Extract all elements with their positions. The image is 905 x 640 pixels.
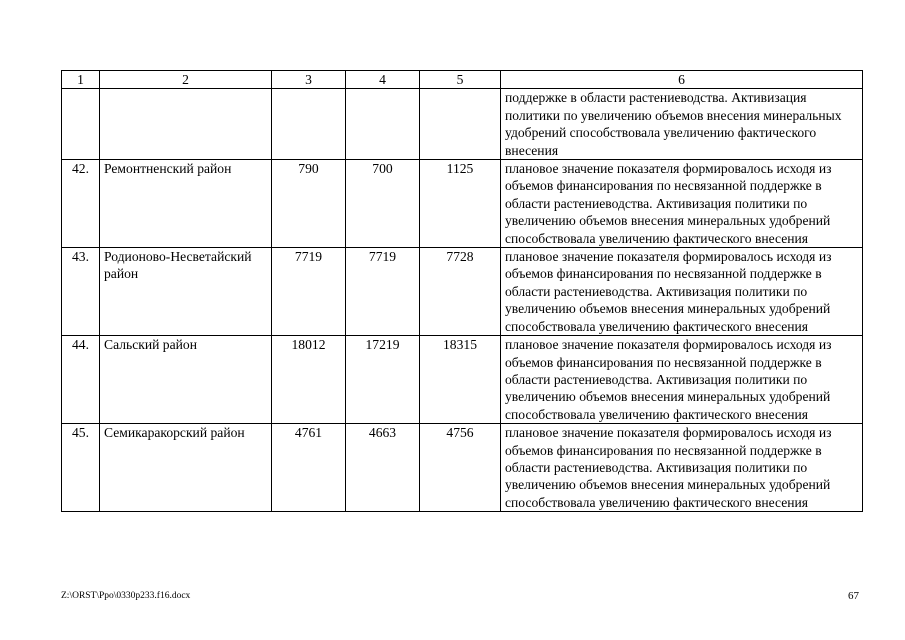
district-name: Сальский район: [100, 336, 272, 424]
row-number: 45.: [62, 424, 100, 512]
district-name: Ремонтненский район: [100, 160, 272, 248]
footer-file-path: Z:\ORST\Ppo\0330p233.f16.docx: [61, 591, 191, 601]
column-header: 4: [346, 71, 420, 89]
value-col-5: 7728: [420, 248, 501, 336]
district-name: [100, 89, 272, 160]
row-number: 44.: [62, 336, 100, 424]
column-header: 1: [62, 71, 100, 89]
row-number: 43.: [62, 248, 100, 336]
column-header: 6: [501, 71, 863, 89]
district-name: Семикаракорский район: [100, 424, 272, 512]
value-col-5: 18315: [420, 336, 501, 424]
data-table: [61, 70, 863, 512]
value-col-4: 7719: [346, 248, 420, 336]
table-row: [62, 424, 863, 512]
value-col-5: [420, 89, 501, 160]
comment-text: плановое значение показателя формировалось исходя из объемов финансирования по несвязанной поддержке в области растениеводства. Активизация политики по увеличению объемов внесения минеральных удобрений способствовала увеличению фактического внесения: [501, 336, 863, 424]
comment-text: поддержке в области растениеводства. Активизация политики по увеличению объемов внесения минеральных удобрений способствовала увеличению фактического внесения: [501, 89, 863, 160]
district-name: Родионово-Несветайский район: [100, 248, 272, 336]
value-col-4: 700: [346, 160, 420, 248]
table-row-continuation: [62, 89, 863, 160]
value-col-3: 18012: [272, 336, 346, 424]
value-col-4: 17219: [346, 336, 420, 424]
table-row: [62, 336, 863, 424]
table-row: [62, 160, 863, 248]
value-col-4: 4663: [346, 424, 420, 512]
value-col-4: [346, 89, 420, 160]
footer-page-number: 67: [848, 590, 859, 602]
row-number: [62, 89, 100, 160]
value-col-5: 1125: [420, 160, 501, 248]
column-header: 3: [272, 71, 346, 89]
comment-text: плановое значение показателя формировалось исходя из объемов финансирования по несвязанной поддержке в области растениеводства. Активизация политики по увеличению объемов внесения минеральных удобрений способствовала увеличению фактического внесения: [501, 424, 863, 512]
value-col-5: 4756: [420, 424, 501, 512]
row-number: 42.: [62, 160, 100, 248]
column-header: 2: [100, 71, 272, 89]
value-col-3: 4761: [272, 424, 346, 512]
value-col-3: [272, 89, 346, 160]
comment-text: плановое значение показателя формировалось исходя из объемов финансирования по несвязанной поддержке в области растениеводства. Активизация политики по увеличению объемов внесения минеральных удобрений способствовала увеличению фактического внесения: [501, 160, 863, 248]
table-header-row: [62, 71, 863, 89]
value-col-3: 7719: [272, 248, 346, 336]
table-row: [62, 248, 863, 336]
value-col-3: 790: [272, 160, 346, 248]
comment-text: плановое значение показателя формировалось исходя из объемов финансирования по несвязанной поддержке в области растениеводства. Активизация политики по увеличению объемов внесения минеральных удобрений способствовала увеличению фактического внесения: [501, 248, 863, 336]
column-header: 5: [420, 71, 501, 89]
